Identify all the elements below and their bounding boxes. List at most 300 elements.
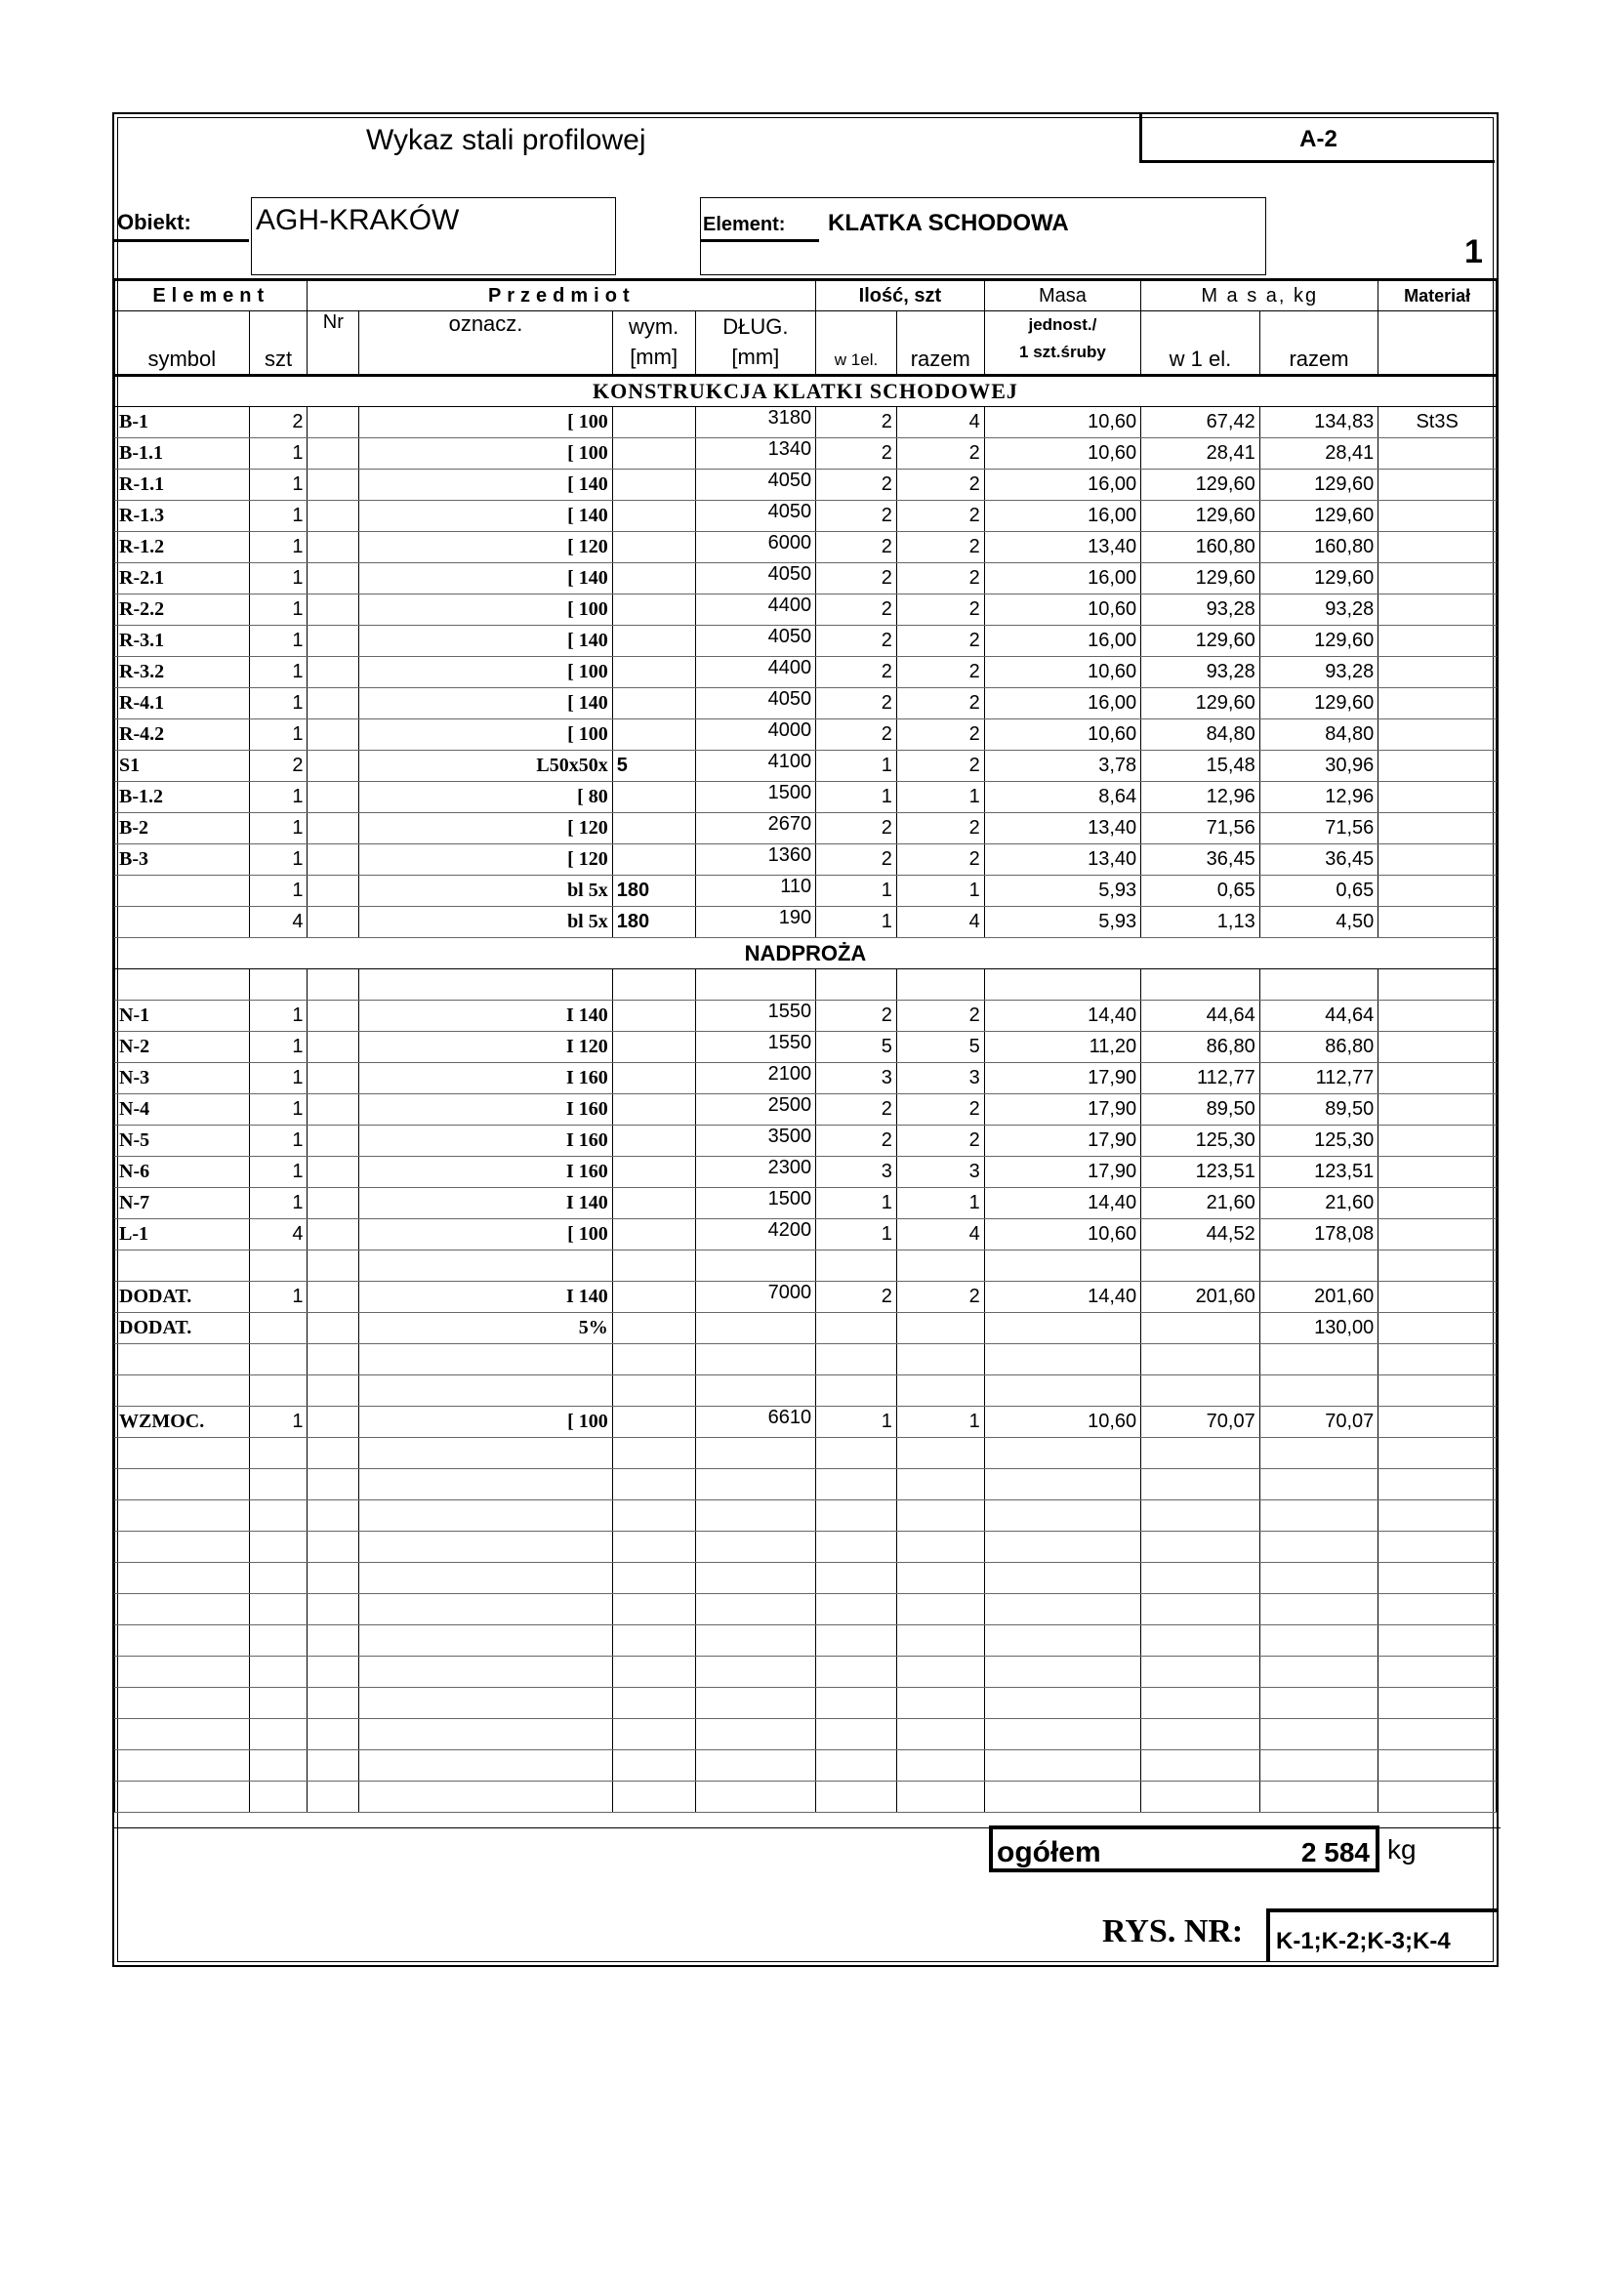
- cell-dlug: 1500: [695, 1188, 816, 1219]
- cell-masa-w1el: 112,77: [1141, 1063, 1260, 1094]
- cell-masa-razem: 129,60: [1259, 688, 1378, 719]
- cell-symbol: WZMOC.: [115, 1407, 250, 1438]
- cell-masa-razem: [1259, 1657, 1378, 1688]
- cell-wym: [612, 1657, 695, 1688]
- cell-wym: [612, 438, 695, 470]
- cell-masa-razem: [1259, 1719, 1378, 1750]
- cell-masa-razem: 12,96: [1259, 782, 1378, 813]
- cell-szt: 1: [249, 1032, 308, 1063]
- cell-symbol: R-4.2: [115, 719, 250, 751]
- total-unit: kg: [1387, 1834, 1417, 1865]
- cell-w1el: [816, 1344, 897, 1375]
- revision-box: [1139, 114, 1495, 163]
- cell-masa-jednost: 16,00: [984, 470, 1140, 501]
- cell-masa-jednost: [984, 1625, 1140, 1657]
- subheader-material-empty: [1378, 311, 1497, 376]
- cell-masa-razem: 89,50: [1259, 1094, 1378, 1126]
- cell-masa-razem: 178,08: [1259, 1219, 1378, 1250]
- cell-material: [1378, 969, 1497, 1001]
- cell-masa-jednost: [984, 1500, 1140, 1532]
- cell-symbol: B-3: [115, 844, 250, 876]
- cell-razem: [896, 1532, 984, 1563]
- cell-wym: [612, 1094, 695, 1126]
- cell-masa-jednost: 17,90: [984, 1094, 1140, 1126]
- cell-masa-w1el: 93,28: [1141, 657, 1260, 688]
- cell-nr: [308, 1594, 359, 1625]
- section-row-konstrukcja: [115, 376, 1497, 407]
- cell-szt: 1: [249, 688, 308, 719]
- cell-oznacz: [359, 1625, 613, 1657]
- subheader-dlug: [695, 311, 816, 376]
- subheader-w1el-masa: w 1 el.: [1141, 311, 1260, 376]
- cell-nr: [308, 501, 359, 532]
- cell-dlug: [695, 1438, 816, 1469]
- cell-masa-w1el: [1141, 1750, 1260, 1782]
- cell-material: [1378, 1094, 1497, 1126]
- cell-symbol: [115, 1782, 250, 1813]
- cell-masa-w1el: [1141, 1250, 1260, 1282]
- cell-wym: [612, 1188, 695, 1219]
- cell-szt: 1: [249, 563, 308, 594]
- cell-oznacz: I 120: [359, 1032, 613, 1063]
- cell-masa-jednost: [984, 1438, 1140, 1469]
- cell-masa-razem: 160,80: [1259, 532, 1378, 563]
- cell-oznacz: [359, 1782, 613, 1813]
- cell-material: [1378, 1782, 1497, 1813]
- cell-masa-w1el: 129,60: [1141, 501, 1260, 532]
- cell-masa-razem: 0,65: [1259, 876, 1378, 907]
- table-row: [115, 1282, 1497, 1313]
- cell-razem: 1: [896, 782, 984, 813]
- cell-masa-jednost: 10,60: [984, 719, 1140, 751]
- cell-masa-jednost: 10,60: [984, 438, 1140, 470]
- cell-masa-w1el: 36,45: [1141, 844, 1260, 876]
- cell-razem: 1: [896, 1407, 984, 1438]
- table-row: [115, 1126, 1497, 1157]
- cell-nr: [308, 1157, 359, 1188]
- cell-symbol: R-1.3: [115, 501, 250, 532]
- cell-oznacz: I 140: [359, 1001, 613, 1032]
- table-row: [115, 1063, 1497, 1094]
- cell-masa-w1el: 44,64: [1141, 1001, 1260, 1032]
- subheader-szt: szt: [249, 311, 308, 376]
- cell-dlug: [695, 1782, 816, 1813]
- cell-w1el: 2: [816, 594, 897, 626]
- subheader-jednost: [984, 311, 1140, 376]
- cell-szt: 1: [249, 1188, 308, 1219]
- cell-razem: 2: [896, 563, 984, 594]
- cell-masa-razem: 201,60: [1259, 1282, 1378, 1313]
- cell-razem: 2: [896, 626, 984, 657]
- cell-oznacz: I 140: [359, 1188, 613, 1219]
- cell-oznacz: [ 120: [359, 844, 613, 876]
- cell-w1el: [816, 1250, 897, 1282]
- cell-szt: 1: [249, 1063, 308, 1094]
- cell-szt: [249, 1657, 308, 1688]
- cell-symbol: [115, 1344, 250, 1375]
- cell-symbol: DODAT.: [115, 1313, 250, 1344]
- cell-masa-w1el: [1141, 969, 1260, 1001]
- table-row: [115, 501, 1497, 532]
- cell-szt: 1: [249, 1126, 308, 1157]
- table-row: [115, 407, 1497, 438]
- cell-dlug: [695, 1563, 816, 1594]
- cell-masa-w1el: 1,13: [1141, 907, 1260, 938]
- cell-dlug: 6610: [695, 1407, 816, 1438]
- cell-masa-jednost: 10,60: [984, 657, 1140, 688]
- cell-symbol: B-1.1: [115, 438, 250, 470]
- cell-razem: 5: [896, 1032, 984, 1063]
- cell-nr: [308, 782, 359, 813]
- cell-material: [1378, 1657, 1497, 1688]
- cell-masa-jednost: 16,00: [984, 563, 1140, 594]
- cell-masa-jednost: 17,90: [984, 1063, 1140, 1094]
- cell-wym: [612, 626, 695, 657]
- cell-szt: [249, 1782, 308, 1813]
- cell-masa-razem: 21,60: [1259, 1188, 1378, 1219]
- cell-masa-jednost: [984, 1532, 1140, 1563]
- cell-wym: [612, 782, 695, 813]
- cell-material: [1378, 1250, 1497, 1282]
- cell-masa-w1el: 84,80: [1141, 719, 1260, 751]
- cell-symbol: [115, 1250, 250, 1282]
- subheader-wym: [612, 311, 695, 376]
- cell-masa-razem: [1259, 1594, 1378, 1625]
- cell-razem: 2: [896, 532, 984, 563]
- cell-masa-w1el: 86,80: [1141, 1032, 1260, 1063]
- cell-masa-w1el: 160,80: [1141, 532, 1260, 563]
- table-row: [115, 1719, 1497, 1750]
- cell-masa-w1el: 15,48: [1141, 751, 1260, 782]
- cell-nr: [308, 1750, 359, 1782]
- cell-oznacz: I 160: [359, 1157, 613, 1188]
- cell-masa-razem: [1259, 1438, 1378, 1469]
- cell-w1el: 2: [816, 719, 897, 751]
- subheader-oznacz: oznacz.: [359, 311, 613, 376]
- cell-nr: [308, 594, 359, 626]
- table-row: [115, 969, 1497, 1001]
- header-masa: Masa: [984, 280, 1140, 311]
- cell-masa-jednost: 13,40: [984, 813, 1140, 844]
- cell-material: [1378, 626, 1497, 657]
- cell-oznacz: [359, 1750, 613, 1782]
- cell-nr: [308, 1375, 359, 1407]
- cell-szt: 4: [249, 907, 308, 938]
- cell-oznacz: [359, 1375, 613, 1407]
- table-row: [115, 1157, 1497, 1188]
- cell-oznacz: [359, 1563, 613, 1594]
- obiekt-label: Obiekt:: [117, 210, 191, 234]
- cell-material: [1378, 1375, 1497, 1407]
- cell-nr: [308, 438, 359, 470]
- cell-szt: 1: [249, 657, 308, 688]
- cell-w1el: 2: [816, 438, 897, 470]
- cell-masa-razem: 70,07: [1259, 1407, 1378, 1438]
- cell-masa-jednost: [984, 1344, 1140, 1375]
- cell-nr: [308, 1407, 359, 1438]
- table-row: [115, 626, 1497, 657]
- cell-nr: [308, 470, 359, 501]
- drawing-number-label: RYS. NR:: [1102, 1913, 1244, 1949]
- cell-razem: 2: [896, 501, 984, 532]
- cell-wym: [612, 1688, 695, 1719]
- cell-dlug: 4100: [695, 751, 816, 782]
- cell-masa-razem: 93,28: [1259, 594, 1378, 626]
- cell-nr: [308, 1469, 359, 1500]
- header-element: Element: [115, 280, 308, 311]
- cell-masa-w1el: 12,96: [1141, 782, 1260, 813]
- cell-dlug: 4000: [695, 719, 816, 751]
- table-row: [115, 1188, 1497, 1219]
- cell-w1el: 2: [816, 1282, 897, 1313]
- subheader-jednost-label: jednost./: [1028, 315, 1097, 334]
- cell-szt: 1: [249, 844, 308, 876]
- cell-w1el: 2: [816, 1001, 897, 1032]
- cell-razem: 3: [896, 1063, 984, 1094]
- cell-szt: 1: [249, 594, 308, 626]
- cell-symbol: N-4: [115, 1094, 250, 1126]
- cell-dlug: [695, 1313, 816, 1344]
- cell-masa-jednost: [984, 969, 1140, 1001]
- cell-szt: 1: [249, 1282, 308, 1313]
- cell-masa-jednost: [984, 1750, 1140, 1782]
- cell-material: [1378, 907, 1497, 938]
- cell-wym: [612, 1563, 695, 1594]
- cell-razem: 4: [896, 407, 984, 438]
- table-row: [115, 1001, 1497, 1032]
- cell-masa-w1el: 123,51: [1141, 1157, 1260, 1188]
- cell-dlug: 2500: [695, 1094, 816, 1126]
- cell-w1el: [816, 1313, 897, 1344]
- cell-symbol: [115, 1438, 250, 1469]
- cell-masa-w1el: 201,60: [1141, 1282, 1260, 1313]
- cell-nr: [308, 532, 359, 563]
- cell-material: [1378, 563, 1497, 594]
- total-label: ogółem: [997, 1836, 1101, 1868]
- header-row-main: [115, 280, 1497, 311]
- cell-nr: [308, 563, 359, 594]
- table-row: [115, 751, 1497, 782]
- cell-wym: [612, 563, 695, 594]
- cell-symbol: R-3.1: [115, 626, 250, 657]
- cell-dlug: 1550: [695, 1001, 816, 1032]
- table-row: [115, 1500, 1497, 1532]
- table-row: [115, 1688, 1497, 1719]
- cell-material: [1378, 1469, 1497, 1500]
- cell-masa-jednost: 17,90: [984, 1157, 1140, 1188]
- cell-razem: 2: [896, 1282, 984, 1313]
- cell-razem: [896, 1375, 984, 1407]
- cell-masa-razem: 28,41: [1259, 438, 1378, 470]
- cell-nr: [308, 1438, 359, 1469]
- cell-oznacz: [ 140: [359, 626, 613, 657]
- cell-masa-w1el: [1141, 1657, 1260, 1688]
- cell-oznacz: [359, 1594, 613, 1625]
- cell-w1el: 2: [816, 813, 897, 844]
- cell-nr: [308, 1032, 359, 1063]
- cell-masa-w1el: 93,28: [1141, 594, 1260, 626]
- cell-w1el: 2: [816, 844, 897, 876]
- cell-wym: [612, 1750, 695, 1782]
- cell-oznacz: [ 100: [359, 438, 613, 470]
- cell-masa-jednost: [984, 1657, 1140, 1688]
- cell-nr: [308, 1126, 359, 1157]
- cell-symbol: [115, 1375, 250, 1407]
- document-title: Wykaz stali profilowej: [366, 124, 646, 156]
- cell-symbol: [115, 876, 250, 907]
- cell-razem: 2: [896, 470, 984, 501]
- cell-oznacz: [359, 1250, 613, 1282]
- cell-masa-w1el: [1141, 1594, 1260, 1625]
- cell-dlug: [695, 1750, 816, 1782]
- cell-masa-razem: 4,50: [1259, 907, 1378, 938]
- cell-dlug: 4400: [695, 594, 816, 626]
- cell-dlug: [695, 1375, 816, 1407]
- cell-masa-jednost: [984, 1782, 1140, 1813]
- table-row: [115, 563, 1497, 594]
- table-row: [115, 1563, 1497, 1594]
- cell-razem: 1: [896, 1188, 984, 1219]
- cell-symbol: N-1: [115, 1001, 250, 1032]
- cell-szt: [249, 1313, 308, 1344]
- cell-razem: 3: [896, 1157, 984, 1188]
- table-row: [115, 1250, 1497, 1282]
- drawing-number-value: K-1;K-2;K-3;K-4: [1276, 1928, 1451, 1954]
- cell-oznacz: [359, 969, 613, 1001]
- cell-masa-jednost: [984, 1594, 1140, 1625]
- cell-dlug: 110: [695, 876, 816, 907]
- obiekt-underline: [114, 239, 249, 242]
- cell-masa-w1el: 67,42: [1141, 407, 1260, 438]
- cell-dlug: [695, 1469, 816, 1500]
- table-row: [115, 1469, 1497, 1500]
- element-underline: [700, 239, 819, 242]
- cell-w1el: 2: [816, 626, 897, 657]
- cell-razem: 2: [896, 1001, 984, 1032]
- cell-razem: [896, 1688, 984, 1719]
- cell-masa-jednost: [984, 1563, 1140, 1594]
- cell-masa-jednost: 13,40: [984, 844, 1140, 876]
- cell-symbol: DODAT.: [115, 1282, 250, 1313]
- cell-dlug: 3500: [695, 1126, 816, 1157]
- cell-nr: [308, 688, 359, 719]
- cell-masa-razem: 123,51: [1259, 1157, 1378, 1188]
- cell-nr: [308, 751, 359, 782]
- cell-symbol: [115, 1750, 250, 1782]
- cell-szt: [249, 1750, 308, 1782]
- cell-material: [1378, 1313, 1497, 1344]
- subheader-razem-masa: razem: [1259, 311, 1378, 376]
- cell-szt: [249, 1438, 308, 1469]
- cell-material: [1378, 688, 1497, 719]
- document-sheet: [112, 112, 1499, 1967]
- cell-razem: 1: [896, 876, 984, 907]
- cell-masa-w1el: 28,41: [1141, 438, 1260, 470]
- cell-wym: [612, 532, 695, 563]
- cell-nr: [308, 1563, 359, 1594]
- cell-oznacz: I 160: [359, 1094, 613, 1126]
- cell-masa-w1el: [1141, 1469, 1260, 1500]
- cell-masa-jednost: [984, 1313, 1140, 1344]
- cell-szt: 2: [249, 407, 308, 438]
- cell-masa-razem: 129,60: [1259, 470, 1378, 501]
- cell-masa-w1el: 0,65: [1141, 876, 1260, 907]
- cell-material: St3S: [1378, 407, 1497, 438]
- cell-material: [1378, 1750, 1497, 1782]
- table-row: [115, 438, 1497, 470]
- cell-oznacz: bl 5x: [359, 907, 613, 938]
- cell-material: [1378, 1438, 1497, 1469]
- cell-dlug: [695, 1625, 816, 1657]
- cell-symbol: [115, 1500, 250, 1532]
- cell-material: [1378, 813, 1497, 844]
- cell-masa-w1el: [1141, 1625, 1260, 1657]
- revision-label: A-2: [1299, 126, 1337, 152]
- table-row: [115, 1407, 1497, 1438]
- cell-w1el: 3: [816, 1063, 897, 1094]
- cell-wym: [612, 594, 695, 626]
- cell-oznacz: [ 120: [359, 532, 613, 563]
- cell-oznacz: bl 5x: [359, 876, 613, 907]
- cell-oznacz: 5%: [359, 1313, 613, 1344]
- cell-masa-w1el: [1141, 1719, 1260, 1750]
- cell-oznacz: [ 140: [359, 563, 613, 594]
- table-row: [115, 813, 1497, 844]
- cell-symbol: [115, 907, 250, 938]
- cell-masa-w1el: 125,30: [1141, 1126, 1260, 1157]
- cell-masa-razem: 130,00: [1259, 1313, 1378, 1344]
- table-row: [115, 1094, 1497, 1126]
- table-row: [115, 1438, 1497, 1469]
- cell-wym: [612, 1126, 695, 1157]
- cell-szt: [249, 1688, 308, 1719]
- cell-szt: [249, 1719, 308, 1750]
- cell-oznacz: [ 100: [359, 407, 613, 438]
- cell-symbol: R-3.2: [115, 657, 250, 688]
- cell-w1el: 1: [816, 1407, 897, 1438]
- cell-szt: 1: [249, 532, 308, 563]
- cell-masa-w1el: 44,52: [1141, 1219, 1260, 1250]
- cell-masa-razem: [1259, 1625, 1378, 1657]
- cell-wym: [612, 1032, 695, 1063]
- cell-masa-jednost: 10,60: [984, 1219, 1140, 1250]
- cell-masa-razem: 129,60: [1259, 626, 1378, 657]
- cell-masa-jednost: 10,60: [984, 594, 1140, 626]
- cell-masa-jednost: 10,60: [984, 407, 1140, 438]
- table-row: [115, 1625, 1497, 1657]
- cell-razem: [896, 1469, 984, 1500]
- cell-material: [1378, 719, 1497, 751]
- cell-szt: 1: [249, 470, 308, 501]
- cell-masa-razem: [1259, 1532, 1378, 1563]
- cell-masa-razem: 125,30: [1259, 1126, 1378, 1157]
- cell-masa-w1el: 129,60: [1141, 688, 1260, 719]
- cell-w1el: [816, 1500, 897, 1532]
- cell-oznacz: [ 140: [359, 470, 613, 501]
- cell-nr: [308, 1532, 359, 1563]
- cell-wym: 180: [612, 907, 695, 938]
- cell-masa-razem: 93,28: [1259, 657, 1378, 688]
- cell-masa-razem: [1259, 1469, 1378, 1500]
- table-row: [115, 844, 1497, 876]
- cell-masa-jednost: 17,90: [984, 1126, 1140, 1157]
- cell-nr: [308, 813, 359, 844]
- cell-w1el: 1: [816, 1188, 897, 1219]
- cell-material: [1378, 1625, 1497, 1657]
- section-row-nadproza: [115, 938, 1497, 969]
- cell-szt: [249, 969, 308, 1001]
- cell-masa-jednost: [984, 1250, 1140, 1282]
